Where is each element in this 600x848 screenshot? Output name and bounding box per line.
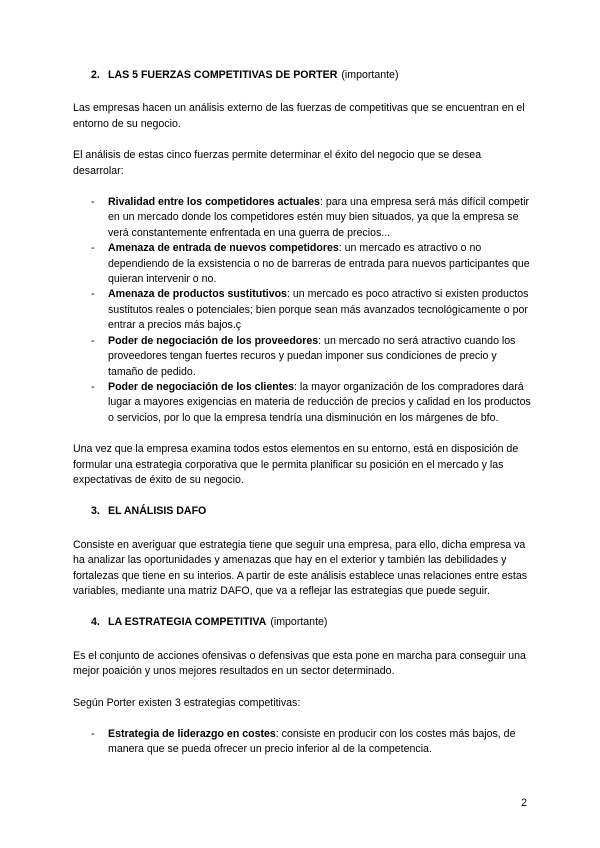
section-number: 3. xyxy=(91,505,100,518)
bullet-term: Rivalidad entre los competidores actuales xyxy=(108,196,320,209)
bullet-dash: - xyxy=(91,196,95,209)
page-number: 2 xyxy=(521,797,527,809)
bullet-term: Poder de negociación de los proveedores xyxy=(108,334,319,347)
section-title: EL ANÁLISIS DAFO xyxy=(108,505,207,518)
section-number: 2. xyxy=(91,69,100,81)
bullet-text: : consiste en producir con los costes más bajos, de manera que se pueda ofrecer un precio inferior al de la competencia. xyxy=(108,728,516,756)
bullet-dash: - xyxy=(91,380,95,393)
bullet-text: : para una empresa será más difícil competir en un mercado donde los competidores estén muy bien situados, ya que la empresa se verá constantemente enfrentada en una guerra de precios... xyxy=(108,196,529,239)
bullet-term: Amenaza de entrada de nuevos competidores xyxy=(108,242,339,255)
paragraph: El análisis de estas cinco fuerzas permite determinar el éxito del negocio que se desea desarrolar: xyxy=(73,149,482,177)
paragraph: Consiste en averiguar que estrategia tiene que seguir una empresa, para ello, dicha empresa va ha analizar las oportunidades y amenazas que hay en el exterior y también las debilidades y fortalezas que tiene en su interios. A partir de este análisis establece unas relaciones entre estas variables, mediante una matriz DAFO, que va a reflejar las estrategias que puede seguir. xyxy=(73,538,528,597)
list-item xyxy=(73,380,533,426)
paragraph: Una vez que la empresa examina todos estos elementos en su entorno, está en disposición de formular una estrategia corporativa que le permita planificar su posición en el mercado y las expectativas de éxito de su negocio. xyxy=(73,443,519,486)
section-heading-dafo xyxy=(91,504,533,519)
section-title: LAS 5 FUERZAS COMPETITIVAS DE PORTER xyxy=(108,69,338,81)
bullet-dash: - xyxy=(91,728,95,740)
list-item xyxy=(73,334,533,380)
list-item xyxy=(73,727,533,758)
bullet-text: : un mercado es atractivo o no dependiendo de la exsistencia o no de barreras de entrada para nuevos participantes que quieran intervenir o no. xyxy=(108,242,530,286)
bullet-text: : un mercado no será atractivo cuando los proveedores tengan fuertes recuros y puedan imponer sus condiciones de precio y tamaño de pedido. xyxy=(108,334,516,378)
paragraph: Según Porter existen 3 estrategias competitivas: xyxy=(73,696,301,709)
bullet-term: Poder de negociación de los clientes xyxy=(108,380,295,393)
document-page xyxy=(73,68,533,774)
bullet-list-strategies xyxy=(73,727,533,758)
section-number: 4. xyxy=(91,616,100,629)
bullet-dash: - xyxy=(91,288,95,301)
bullet-term: Estrategia de liderazgo en costes xyxy=(108,728,276,740)
section-note: (importante) xyxy=(341,69,399,81)
bullet-list-porter-forces xyxy=(73,195,533,426)
list-item xyxy=(73,241,533,287)
bullet-dash: - xyxy=(91,334,95,347)
list-item xyxy=(73,287,533,333)
bullet-dash: - xyxy=(91,242,95,255)
section-note: (importante) xyxy=(270,616,328,629)
bullet-text: : la mayor organización de los compradores dará lugar a mayores exigencias en materia de reducción de precios y calidad en los productos o servicios, por lo que la empresa tendría una disminución en los márgenes de bfo. xyxy=(108,380,531,424)
paragraph: Las empresas hacen un análisis externo de las fuerzas de competitivas que se encuentran en el entorno de su negocio. xyxy=(73,102,525,130)
paragraph: Es el conjunto de acciones ofensivas o defensivas que esta pone en marcha para conseguir una mejor poaición y unos mejores resultados en un sector determinado. xyxy=(73,649,526,678)
section-heading-competitive-strategy xyxy=(91,615,533,630)
bullet-text: : un mercado es poco atractivo si existen productos sustitutos reales o potenciales; bien porque sean más avanzados tecnológicamente o por entrar a precios más bajos.ç xyxy=(108,288,529,332)
section-title: LA ESTRATEGIA COMPETITIVA xyxy=(108,616,267,629)
list-item xyxy=(73,195,533,241)
section-heading-porter xyxy=(91,68,533,83)
bullet-term: Amenaza de productos sustitutivos xyxy=(108,288,287,301)
